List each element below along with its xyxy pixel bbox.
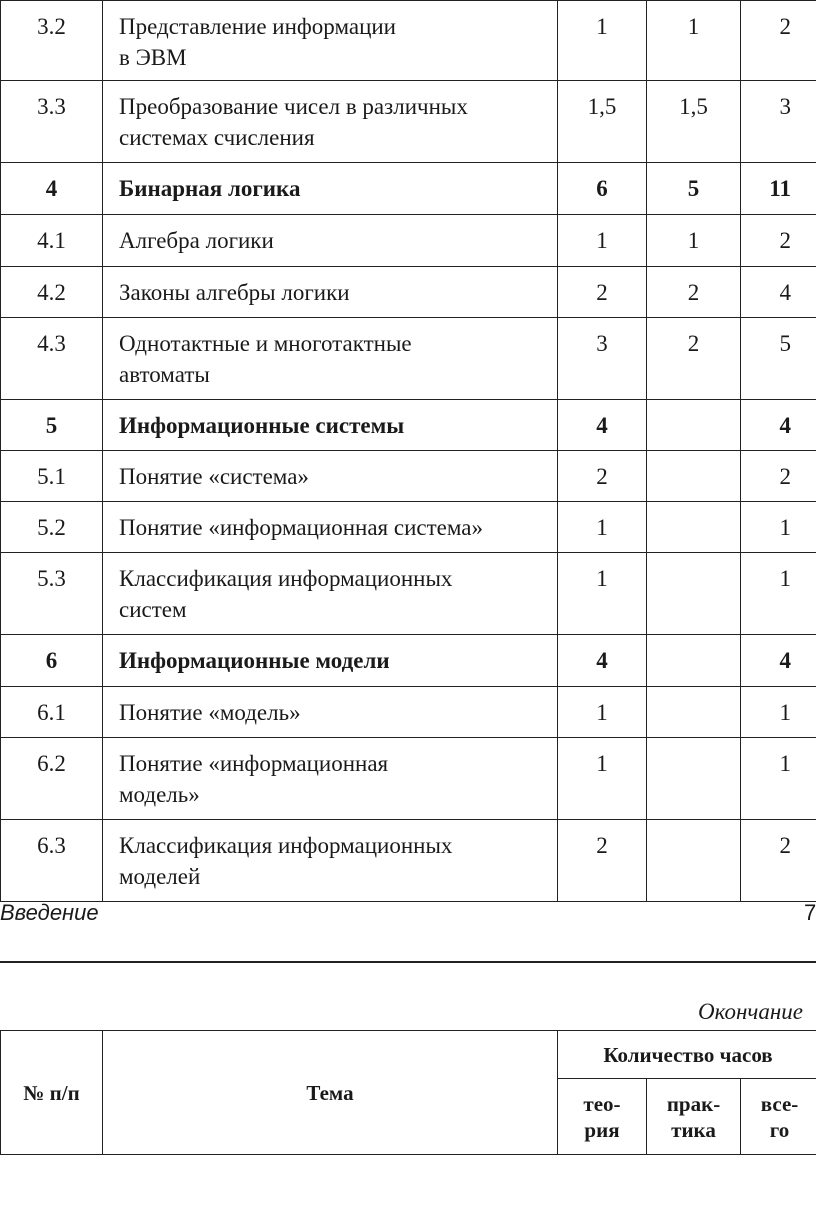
header-topic: Тема xyxy=(103,1031,558,1155)
row-topic-cell xyxy=(103,267,558,318)
row-practice-cell: 1,5 xyxy=(647,81,741,163)
row-total-cell: 11 xyxy=(741,163,816,215)
row-topic-cell xyxy=(103,163,558,215)
row-total-cell: 4 xyxy=(741,400,816,451)
topic-line: систем xyxy=(119,597,187,622)
topic-line: Преобразование чисел в различных xyxy=(119,94,468,119)
row-total-cell: 1 xyxy=(741,553,816,635)
row-theory-cell: 2 xyxy=(558,451,647,502)
row-practice-cell xyxy=(647,451,741,502)
row-number-cell: 6.1 xyxy=(1,687,103,738)
row-total-cell: 1 xyxy=(741,687,816,738)
topic-line: Понятие «модель» xyxy=(119,700,301,725)
row-practice-cell xyxy=(647,502,741,553)
header-practice xyxy=(647,1079,741,1155)
row-theory-cell: 1 xyxy=(558,687,647,738)
row-theory-cell: 1 xyxy=(558,215,647,267)
header-hours: Количество часов xyxy=(558,1031,816,1079)
row-practice-cell xyxy=(647,820,741,902)
row-number-cell: 3.2 xyxy=(1,1,103,81)
topic-line: Понятие «информационная xyxy=(119,751,389,776)
row-practice-cell xyxy=(647,400,741,451)
row-topic-cell xyxy=(103,738,558,820)
table-row xyxy=(1,738,816,820)
row-topic-cell xyxy=(103,81,558,163)
topic-line: Бинарная логика xyxy=(119,176,301,201)
row-number-cell: 5.2 xyxy=(1,502,103,553)
row-practice-cell xyxy=(647,553,741,635)
row-topic-cell xyxy=(103,687,558,738)
table-row xyxy=(1,502,816,553)
row-practice-cell xyxy=(647,738,741,820)
header-theory-line-2: рия xyxy=(584,1117,620,1142)
row-number-cell: 3.3 xyxy=(1,81,103,163)
section-row xyxy=(1,163,816,215)
row-total-cell: 5 xyxy=(741,318,816,400)
topic-line: Информационные системы xyxy=(119,413,405,438)
row-number-cell: 5.3 xyxy=(1,553,103,635)
row-practice-cell: 5 xyxy=(647,163,741,215)
table-header xyxy=(0,1030,816,1155)
row-theory-cell: 1,5 xyxy=(558,81,647,163)
row-number-cell: 4.1 xyxy=(1,215,103,267)
row-number-cell: 4.2 xyxy=(1,267,103,318)
row-topic-cell xyxy=(103,820,558,902)
row-total-cell: 1 xyxy=(741,738,816,820)
topic-line: Информационные модели xyxy=(119,648,390,673)
row-theory-cell: 1 xyxy=(558,502,647,553)
running-header-section: Введение xyxy=(0,900,99,925)
row-theory-cell: 2 xyxy=(558,820,647,902)
row-number-cell: 4 xyxy=(1,163,103,215)
table-row xyxy=(1,687,816,738)
table-row xyxy=(1,215,816,267)
row-theory-cell: 2 xyxy=(558,267,647,318)
header-total-line-2: го xyxy=(769,1117,790,1142)
row-total-cell: 4 xyxy=(741,635,816,687)
row-practice-cell: 1 xyxy=(647,1,741,81)
curriculum-table-body xyxy=(1,1,816,902)
row-number-cell: 6 xyxy=(1,635,103,687)
header-total xyxy=(741,1079,816,1155)
header-total-line-1: все- xyxy=(760,1091,799,1116)
topic-line: Понятие «система» xyxy=(119,464,309,489)
topic-line: Алгебра логики xyxy=(119,228,274,253)
table-row xyxy=(1,553,816,635)
row-number-cell: 4.3 xyxy=(1,318,103,400)
header-theory-line-1: тео- xyxy=(583,1091,621,1116)
table-row xyxy=(1,267,816,318)
row-practice-cell: 2 xyxy=(647,267,741,318)
row-total-cell: 2 xyxy=(741,1,816,81)
row-theory-cell: 6 xyxy=(558,163,647,215)
row-theory-cell: 1 xyxy=(558,553,647,635)
row-theory-cell: 1 xyxy=(558,738,647,820)
page-number: 7 xyxy=(804,900,816,925)
row-practice-cell xyxy=(647,635,741,687)
row-topic-cell xyxy=(103,318,558,400)
topic-line: Классификация информационных xyxy=(119,566,453,591)
row-theory-cell: 3 xyxy=(558,318,647,400)
row-theory-cell: 4 xyxy=(558,400,647,451)
topic-line: в ЭВМ xyxy=(119,45,187,70)
table-row xyxy=(1,1,816,81)
header-practice-line-1: прак- xyxy=(666,1091,721,1116)
topic-line: автоматы xyxy=(119,362,210,387)
header-practice-line-2: тика xyxy=(671,1117,716,1142)
topic-line: модель» xyxy=(119,782,200,807)
row-total-cell: 1 xyxy=(741,502,816,553)
topic-line: Представление информации xyxy=(119,14,396,39)
row-topic-cell xyxy=(103,215,558,267)
row-total-cell: 2 xyxy=(741,215,816,267)
row-topic-cell xyxy=(103,451,558,502)
section-row xyxy=(1,635,816,687)
topic-line: Однотактные и многотактные xyxy=(119,331,412,356)
row-theory-cell: 4 xyxy=(558,635,647,687)
topic-line: системах счисления xyxy=(119,125,315,150)
table-row xyxy=(1,318,816,400)
row-topic-cell xyxy=(103,1,558,81)
row-practice-cell: 2 xyxy=(647,318,741,400)
topic-line: Классификация информационных xyxy=(119,833,453,858)
table-row xyxy=(1,81,816,163)
row-practice-cell: 1 xyxy=(647,215,741,267)
row-total-cell: 4 xyxy=(741,267,816,318)
row-total-cell: 2 xyxy=(741,820,816,902)
topic-line: моделей xyxy=(119,864,201,889)
header-rule xyxy=(0,961,816,963)
row-topic-cell xyxy=(103,502,558,553)
continuation-label: Окончание xyxy=(698,999,803,1024)
topic-line: Понятие «информационная система» xyxy=(119,515,483,540)
row-number-cell: 5.1 xyxy=(1,451,103,502)
section-row xyxy=(1,400,816,451)
row-practice-cell xyxy=(647,687,741,738)
header-num: № п/п xyxy=(1,1031,103,1155)
row-topic-cell xyxy=(103,553,558,635)
table-row xyxy=(1,820,816,902)
row-number-cell: 5 xyxy=(1,400,103,451)
table-row xyxy=(1,451,816,502)
row-topic-cell xyxy=(103,635,558,687)
header-theory xyxy=(558,1079,647,1155)
topic-line: Законы алгебры логики xyxy=(119,280,350,305)
row-total-cell: 2 xyxy=(741,451,816,502)
row-theory-cell: 1 xyxy=(558,1,647,81)
row-number-cell: 6.2 xyxy=(1,738,103,820)
row-topic-cell xyxy=(103,400,558,451)
row-number-cell: 6.3 xyxy=(1,820,103,902)
row-total-cell: 3 xyxy=(741,81,816,163)
